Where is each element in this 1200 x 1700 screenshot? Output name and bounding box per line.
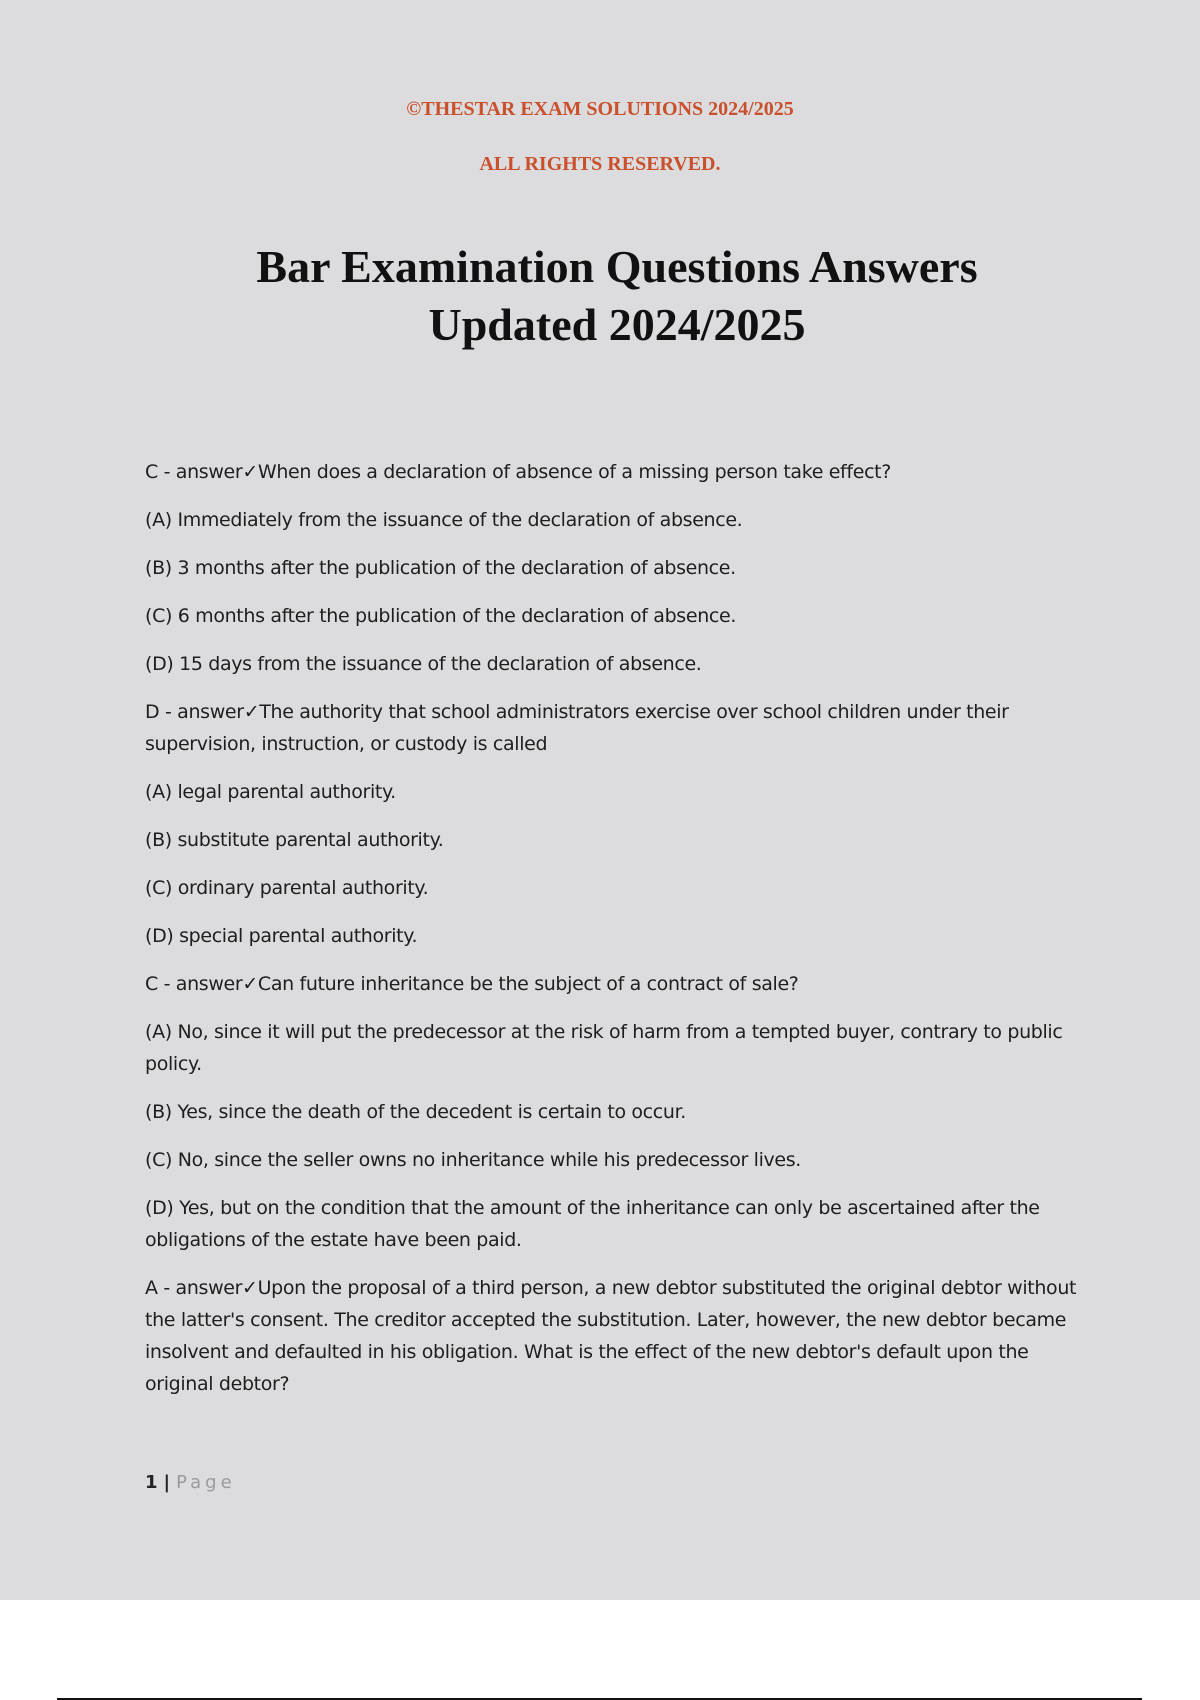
question-stem: A - answer✓Upon the proposal of a third person, a new debtor substituted the original debtor without the latter's consent. The creditor accepted the substitution. Later, however, the new debtor became insolvent and defaulted in his obligation. What is the effect of the new debtor's default upon the original debtor? <box>145 1277 1077 1395</box>
page-footer <box>145 1472 236 1493</box>
title-line-2: Updated 2024/2025 <box>428 299 806 350</box>
answer-option: (A) Immediately from the issuance of the declaration of absence. <box>145 509 743 531</box>
answer-option: (B) substitute parental authority. <box>145 829 444 851</box>
copyright-header: ©THESTAR EXAM SOLUTIONS 2024/2025 <box>406 98 794 120</box>
answer-option: (A) legal parental authority. <box>145 781 396 803</box>
question-stem: C - answer✓Can future inheritance be the subject of a contract of sale? <box>145 973 799 995</box>
question-stem: C - answer✓When does a declaration of absence of a missing person take effect? <box>145 461 892 483</box>
page-number: 1 <box>145 1472 158 1493</box>
question-stem: D - answer✓The authority that school administrators exercise over school children under their supervision, instruction, or custody is called <box>145 701 1009 755</box>
page-label: Page <box>176 1472 236 1493</box>
footer-separator: | <box>163 1472 171 1493</box>
answer-option: (C) 6 months after the publication of the declaration of absence. <box>145 605 737 627</box>
title-line-1: Bar Examination Questions Answers <box>256 241 978 292</box>
answer-option: (B) 3 months after the publication of the declaration of absence. <box>145 557 736 579</box>
question-list <box>145 456 1090 1416</box>
document-title <box>0 238 1200 354</box>
answer-option: (A) No, since it will put the predecessor at the risk of harm from a tempted buyer, contrary to public policy. <box>145 1021 1063 1075</box>
answer-option: (B) Yes, since the death of the decedent is certain to occur. <box>145 1101 686 1123</box>
rights-header: ALL RIGHTS RESERVED. <box>479 153 721 175</box>
answer-option: (C) ordinary parental authority. <box>145 877 429 899</box>
answer-option: (D) special parental authority. <box>145 925 418 947</box>
answer-option: (C) No, since the seller owns no inheritance while his predecessor lives. <box>145 1149 801 1171</box>
answer-option: (D) 15 days from the issuance of the declaration of absence. <box>145 653 702 675</box>
answer-option: (D) Yes, but on the condition that the amount of the inheritance can only be ascertained after the obligations of the estate have been paid. <box>145 1197 1040 1251</box>
